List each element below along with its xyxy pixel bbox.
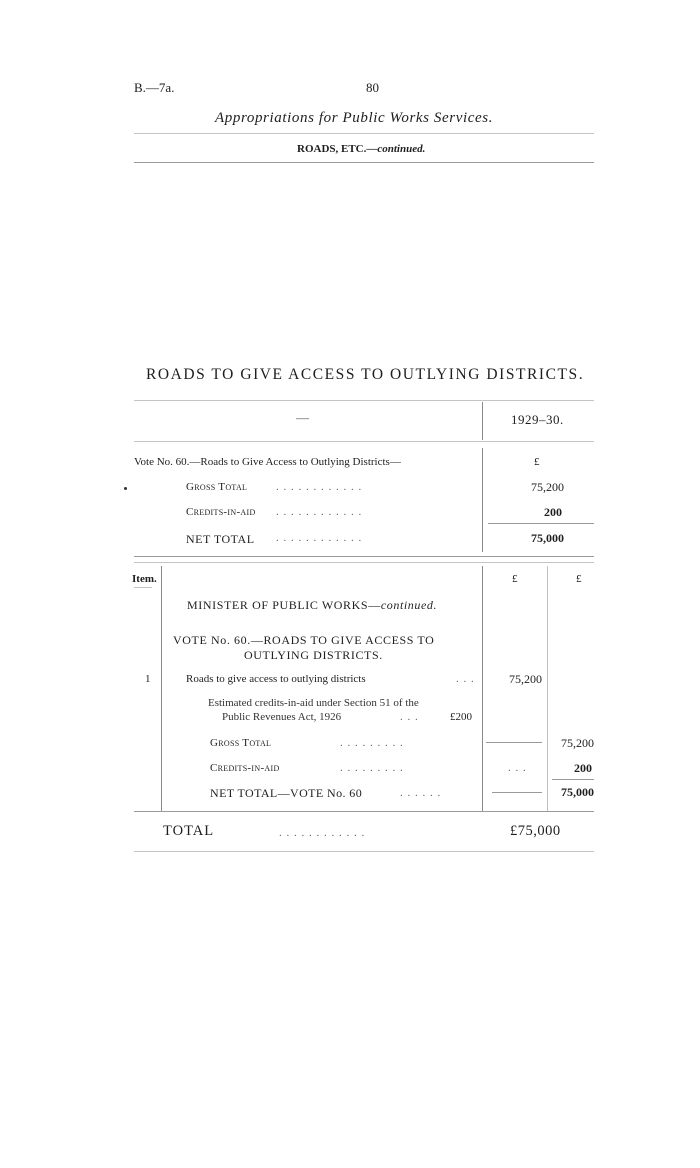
summary-header-divider	[482, 402, 483, 440]
document-reference: B.—7a.	[134, 80, 175, 95]
summary-gross-label: Gross Total	[186, 481, 248, 493]
summary-subtotal-rule	[488, 523, 594, 524]
header-rule-bottom	[134, 162, 594, 163]
detail-credits-label: Credits-in-aid	[210, 762, 280, 774]
detail-item-underline	[134, 587, 152, 588]
detail-minister-heading	[187, 598, 437, 613]
detail-vote-heading-line1: VOTE No. 60.—ROADS TO GIVE ACCESS TO	[173, 633, 435, 647]
summary-dash: —	[296, 410, 309, 425]
detail-rule-bottom	[134, 811, 594, 812]
detail-net-col1-rule	[492, 792, 542, 793]
detail-currency-2: £	[576, 573, 582, 585]
detail-item-dots: . . .	[456, 673, 475, 685]
detail-subtotal-rule	[552, 779, 594, 780]
detail-currency-1: £	[512, 573, 518, 585]
summary-net-value: 75,000	[531, 531, 564, 545]
detail-credits-value: 200	[574, 761, 592, 775]
summary-year: 1929–30.	[511, 412, 564, 427]
summary-currency: £	[534, 456, 540, 468]
print-speck	[124, 487, 127, 490]
summary-credits-value: 200	[544, 505, 562, 519]
summary-rule-bottom	[134, 556, 594, 557]
detail-item-label: Roads to give access to outlying districts	[186, 673, 366, 685]
detail-note-line2: Public Revenues Act, 1926	[222, 711, 342, 723]
minister-main: MINISTER OF PUBLIC WORKS—	[187, 598, 381, 612]
summary-credits-dots: . . . . . . . . . . . .	[276, 506, 363, 518]
summary-credits-label: Credits-in-aid	[186, 506, 256, 518]
summary-net-dots: . . . . . . . . . . . .	[276, 532, 363, 544]
detail-gross-label: Gross Total	[210, 737, 272, 749]
summary-column-divider	[482, 448, 483, 552]
detail-net-label: NET TOTAL—VOTE No. 60	[210, 786, 363, 800]
summary-vote-line: Vote No. 60.—Roads to Give Access to Outlying Districts—	[134, 456, 401, 468]
detail-gross-dots: . . . . . . . . .	[340, 737, 404, 749]
detail-note-line1: Estimated credits-in-aid under Section 51 of the	[208, 697, 419, 709]
minister-continued: continued.	[380, 598, 438, 612]
detail-vote-heading-line2: OUTLYING DISTRICTS.	[244, 648, 383, 662]
detail-net-value: 75,000	[561, 785, 594, 799]
summary-rule-header	[134, 441, 594, 442]
section-heading: ROADS TO GIVE ACCESS TO OUTLYING DISTRICTS.	[146, 366, 585, 383]
detail-item-header: Item.	[132, 573, 157, 585]
detail-note-dots: . . .	[400, 711, 419, 723]
grand-total-value: £75,000	[510, 823, 561, 839]
page-subtitle	[297, 143, 425, 155]
detail-column-divider-2	[547, 566, 548, 812]
detail-credits-col1-dots: . . .	[508, 762, 527, 774]
detail-item-value: 75,200	[509, 672, 542, 686]
summary-gross-dots: . . . . . . . . . . . .	[276, 481, 363, 493]
detail-column-divider-1	[482, 566, 483, 812]
detail-gross-col1-rule	[486, 742, 542, 743]
page-title: Appropriations for Public Works Services.	[215, 110, 494, 126]
summary-gross-value: 75,200	[531, 480, 564, 494]
page-number: 80	[366, 80, 379, 95]
grand-total-label: TOTAL	[163, 823, 215, 839]
header-rule-top	[134, 133, 594, 134]
detail-gross-value: 75,200	[561, 736, 594, 750]
detail-item-number: 1	[145, 673, 151, 685]
summary-net-label: NET TOTAL	[186, 532, 255, 546]
subtitle-continued: continued.	[377, 143, 426, 155]
detail-credits-dots: . . . . . . . . .	[340, 762, 404, 774]
detail-net-dots: . . . . . .	[400, 787, 442, 799]
detail-item-divider	[161, 566, 162, 812]
detail-note-amount: £200	[450, 711, 472, 723]
grand-total-dots: . . . . . . . . . . . .	[279, 827, 366, 839]
subtitle-main: ROADS, ETC.—	[297, 143, 378, 155]
summary-rule-top	[134, 400, 594, 401]
grand-total-rule	[134, 851, 594, 852]
detail-rule-top	[134, 562, 594, 563]
